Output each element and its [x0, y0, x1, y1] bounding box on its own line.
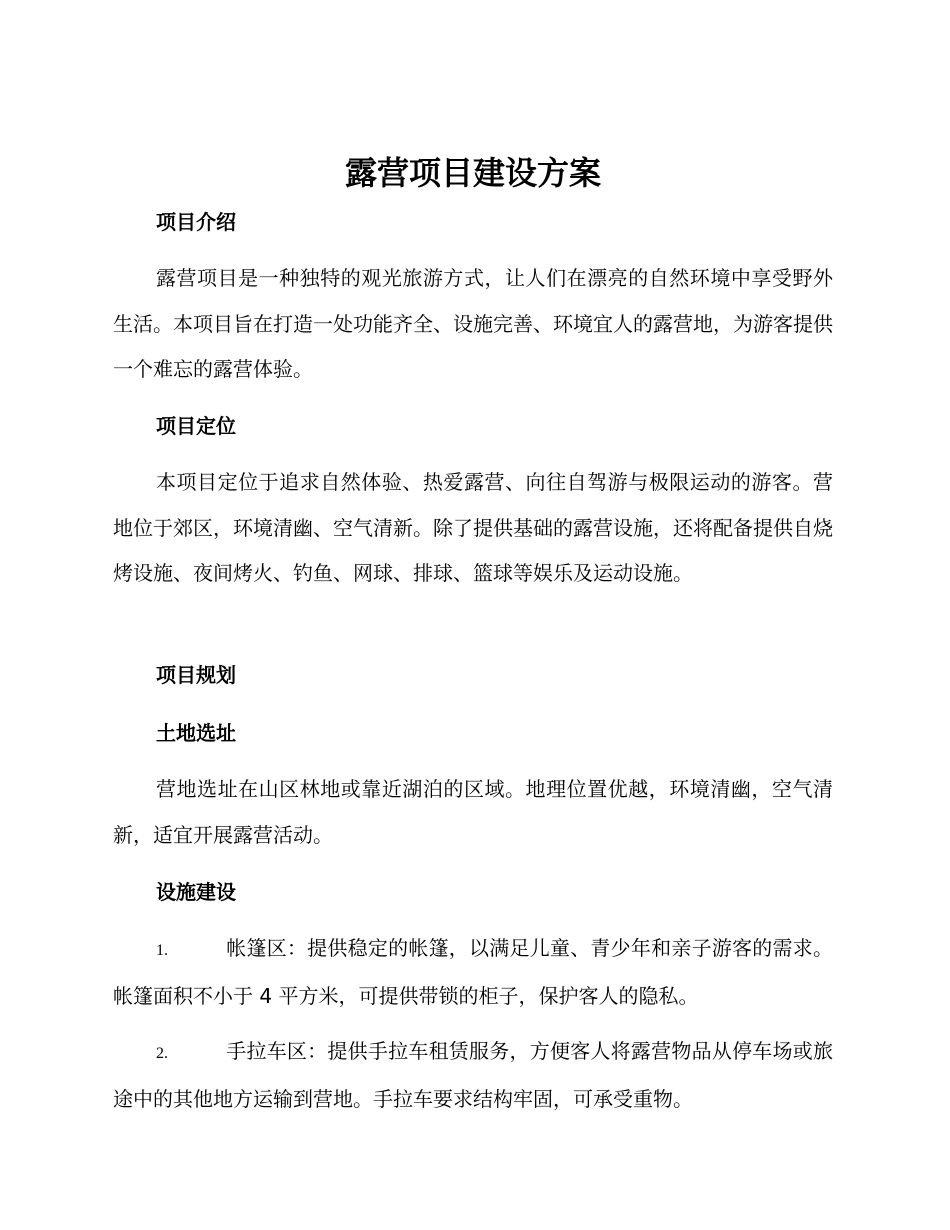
- list-item-number: 2.: [156, 1045, 168, 1062]
- section-paragraph-positioning: 本项目定位于追求自然体验、热爱露营、向往自驾游与极限运动的游客。营地位于郊区，环境清幽、空气清新。除了提供基础的露营设施，还将配备提供自烧烤设施、夜间烤火、钓鱼、网球、排球、篮球等娱乐及运动设施。: [113, 470, 833, 585]
- section-paragraph-intro: 露营项目是一种独特的观光旅游方式，让人们在漂亮的自然环境中享受野外生活。本项目旨在打造一处功能齐全、设施完善、环境宜人的露营地，为游客提供一个难忘的露营体验。: [113, 266, 833, 381]
- list-item-text: 帐篷区：提供稳定的帐篷，以满足儿童、青少年和亲子游客的需求。帐篷面积不小于 4 平方米，可提供带锁的柜子，保护客人的隐私。: [113, 936, 833, 1008]
- list-item-number: 1.: [156, 942, 168, 959]
- section-heading-facilities: 设施建设: [156, 880, 236, 904]
- list-item-text: 手拉车区：提供手拉车租赁服务，方便客人将露营物品从停车场或旅途中的其他地方运输到营地。手拉车要求结构牢固，可承受重物。: [113, 1039, 833, 1111]
- list-item: [113, 926, 833, 1019]
- document-title: 露营项目建设方案: [344, 154, 601, 192]
- section-heading-intro: 项目介绍: [156, 210, 236, 234]
- section-paragraph-site-selection: 营地选址在山区林地或靠近湖泊的区域。地理位置优越，环境清幽，空气清新，适宜开展露营活动。: [113, 777, 833, 847]
- section-heading-site-selection: 土地选址: [156, 721, 236, 745]
- list-item: [113, 1029, 833, 1122]
- section-heading-planning: 项目规划: [156, 663, 236, 687]
- section-heading-positioning: 项目定位: [156, 414, 236, 438]
